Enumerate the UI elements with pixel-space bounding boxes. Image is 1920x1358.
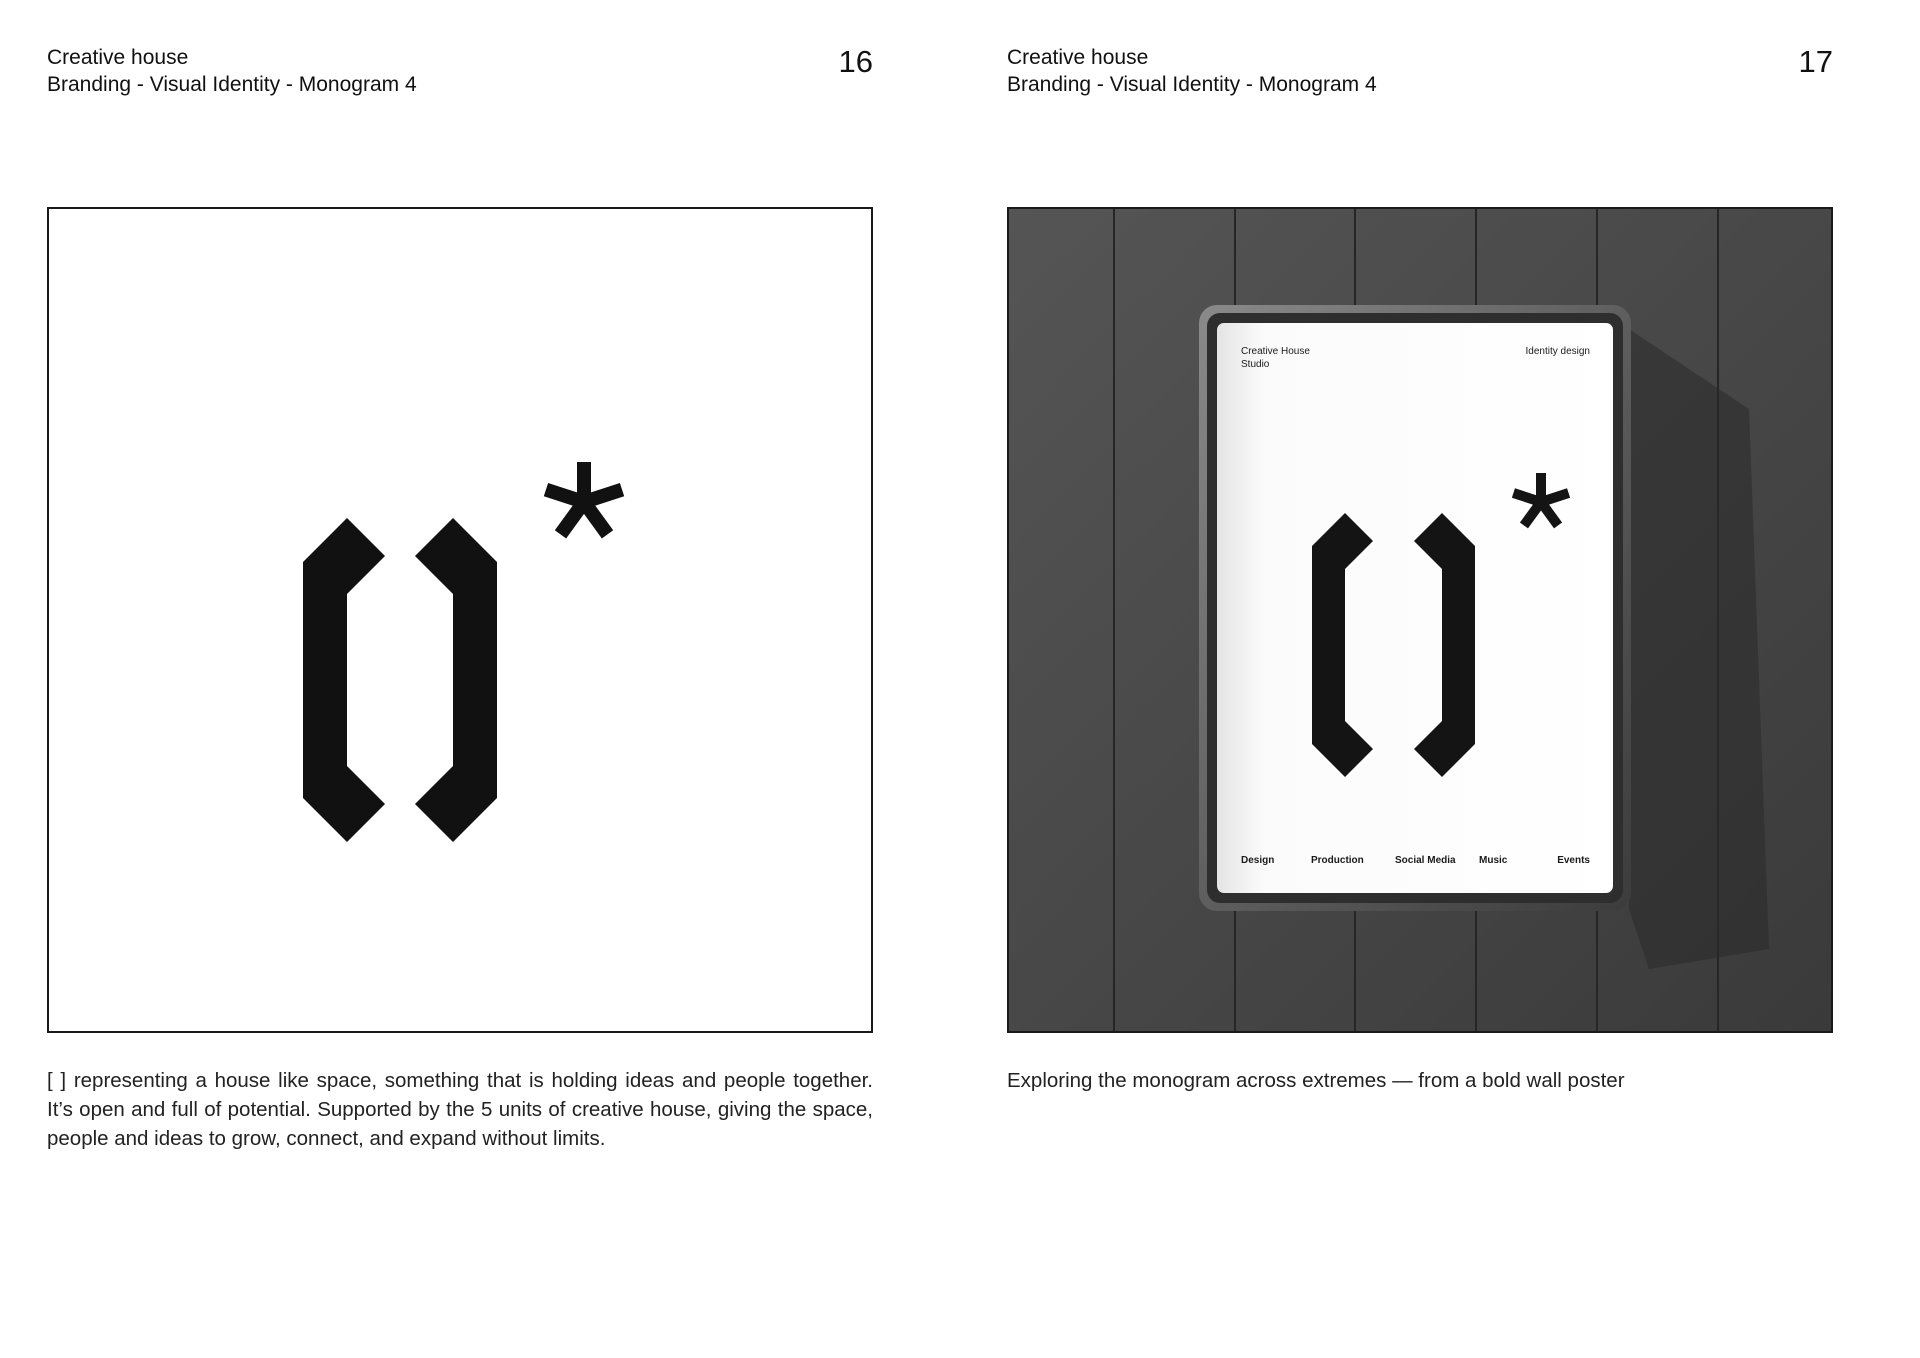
page-number: 16 [838,44,873,79]
poster-unit-production: Production [1311,855,1364,866]
poster-mockup-photo [1007,207,1833,1033]
page-header [1007,44,1377,98]
asterisk-shape [544,462,624,538]
document-subtitle: Branding - Visual Identity - Monogram 4 [47,73,417,96]
document-subtitle: Branding - Visual Identity - Monogram 4 [1007,73,1377,96]
monogram-description: [ ] representing a house like space, something that is holding ideas and people together. It’s open and full of potential. Supported by the 5 units of creative house, giving the space, people and ideas to grow, connect, and expand without limits. [47,1069,873,1150]
poster-studio-line1: Creative House [1241,346,1310,357]
poster-unit-events: Events [1557,855,1590,866]
left-bracket-shape [303,518,385,842]
poster-unit-music: Music [1479,855,1508,866]
poster-unit-social-media: Social Media [1395,855,1456,866]
document-title: Creative house [47,46,189,69]
poster-caption: Exploring the monogram across extremes — from a bold wall poster [1007,1069,1625,1092]
poster-paper [1217,323,1613,893]
poster-tag: Identity design [1525,346,1590,357]
monogram-icon [49,209,871,1031]
monogram-frame [47,207,873,1033]
poster-shadow [1629,329,1769,969]
page-number: 17 [1798,44,1833,79]
right-bracket-shape [415,518,497,842]
page-header [47,44,417,98]
poster-mockup-image [1009,209,1831,1031]
document-title: Creative house [1007,46,1149,69]
poster-unit-design: Design [1241,855,1275,866]
right-page [960,0,1920,1358]
poster-studio-line2: Studio [1241,359,1270,370]
